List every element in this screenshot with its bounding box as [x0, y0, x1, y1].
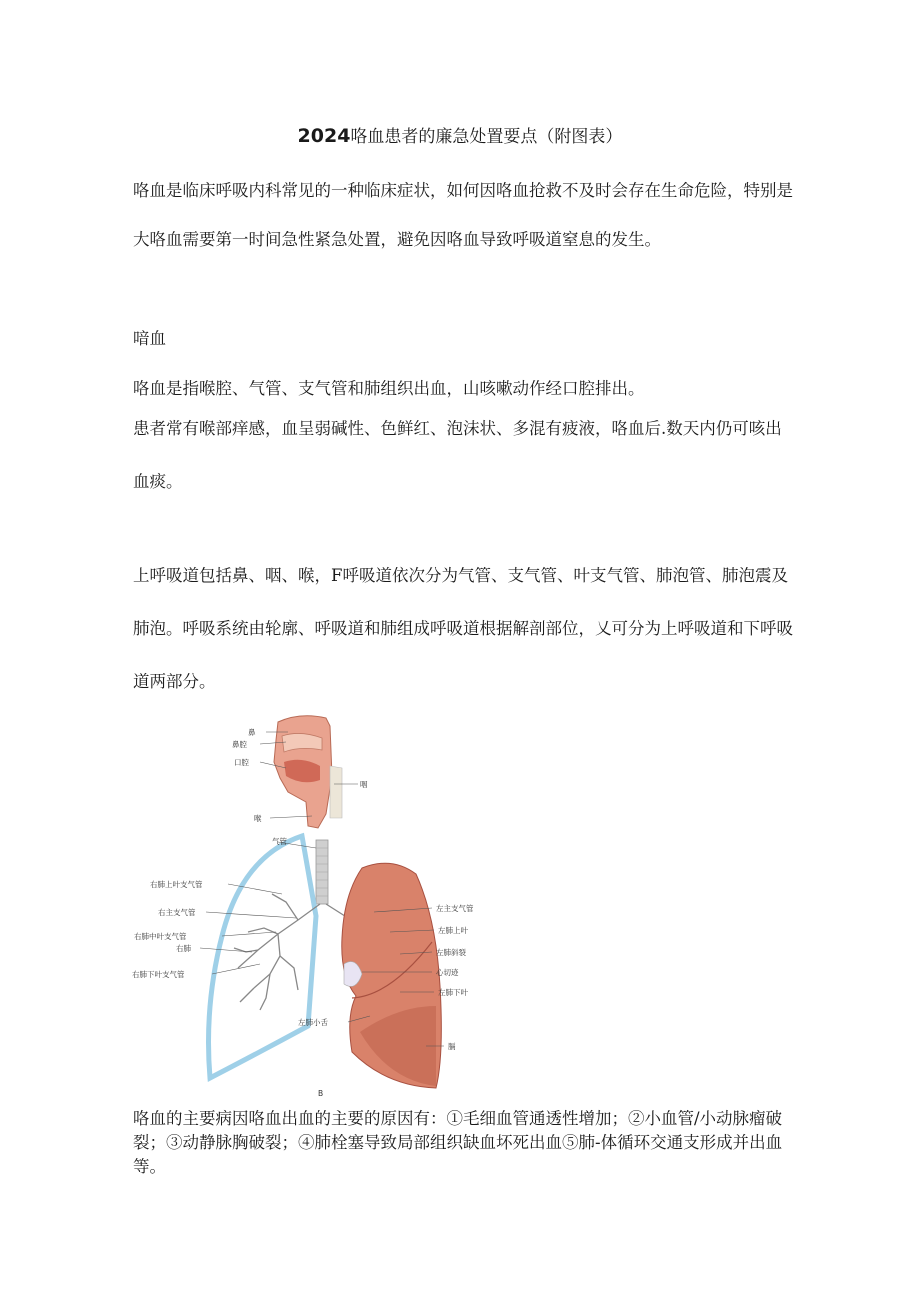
definition-paragraph: 咯血是指喉腔、气管、支气管和肺组织出血，山咳嗽动作经口腔排出。 [133, 379, 645, 398]
airway-paragraph: 上呼吸道包括鼻、咽、喉，F呼吸道依次分为气管、支气管、叶支气管、肺泡管、肺泡震及肺泡。呼吸系统由轮廓、呼吸道和肺组成呼吸道根据解剖部位，乂可分为上呼吸道和下呼吸道两部分。 [133, 566, 793, 691]
label-left-upper-lobe: 左肺上叶 [438, 926, 468, 935]
respiratory-system-figure [130, 706, 500, 1101]
label-right-middle-lobe-bronchus: 右肺中叶支气管 [134, 932, 187, 941]
label-cardiac-notch: 心切迹 [436, 968, 459, 977]
label-diaphragm: 膈 [448, 1042, 456, 1051]
label-pharynx: 咽 [360, 780, 368, 789]
label-left-lower-lobe: 左肺下叶 [438, 988, 468, 997]
intro-paragraph: 咯血是临床呼吸内科常见的一种临床症状，如何因咯血抢救不及时会存在生命危险，特别是大咯血需要第一时间急性紧急处置，避免因咯血导致呼吸道窒息的发生。 [133, 181, 793, 249]
respiratory-anatomy-illustration [130, 706, 500, 1101]
title-text: 咯血患者的廉急处置要点（附图表） [350, 127, 623, 147]
label-right-upper-lobe-bronchus: 右肺上叶支气管 [150, 880, 203, 889]
label-nose: 鼻 [248, 728, 256, 737]
label-left-main-bronchus: 左主支气管 [436, 904, 474, 913]
label-right-lung: 右肺 [176, 944, 191, 953]
label-oral-cavity: 口腔 [234, 758, 249, 767]
label-lingula: 左肺小舌 [298, 1018, 328, 1027]
label-right-lower-lobe-bronchus: 右肺下叶支气管 [132, 970, 185, 979]
symptoms-paragraph: 患者常有喉部痒感，血呈弱碱性、色鲜红、泡沫状、多混有疲液，咯血后.数天内仍可咳出血痰。 [133, 419, 782, 491]
causes-paragraph: 咯血的主要病因咯血出血的主要的原因有：①毛细血管通透性增加；②小血管/小动脉瘤破裂；③动静脉胸破裂；④肺栓塞导致局部组织缺血坏死出血⑤肺-体循环交通支形成并出血等。 [133, 1109, 783, 1176]
label-nasal-cavity: 鼻腔 [232, 740, 247, 749]
page-title [0, 124, 920, 149]
figure-caption: B [318, 1089, 324, 1098]
title-year: 2024 [297, 125, 351, 147]
neck-vertebrae [330, 766, 342, 818]
section-heading: 喑血 [133, 329, 166, 348]
label-larynx: 喉 [254, 814, 262, 823]
label-left-oblique-fissure: 左肺斜裂 [436, 948, 466, 957]
right-lung-outline [209, 836, 317, 1078]
label-trachea: 气管 [272, 837, 287, 846]
label-right-main-bronchus: 右主支气管 [158, 908, 196, 917]
